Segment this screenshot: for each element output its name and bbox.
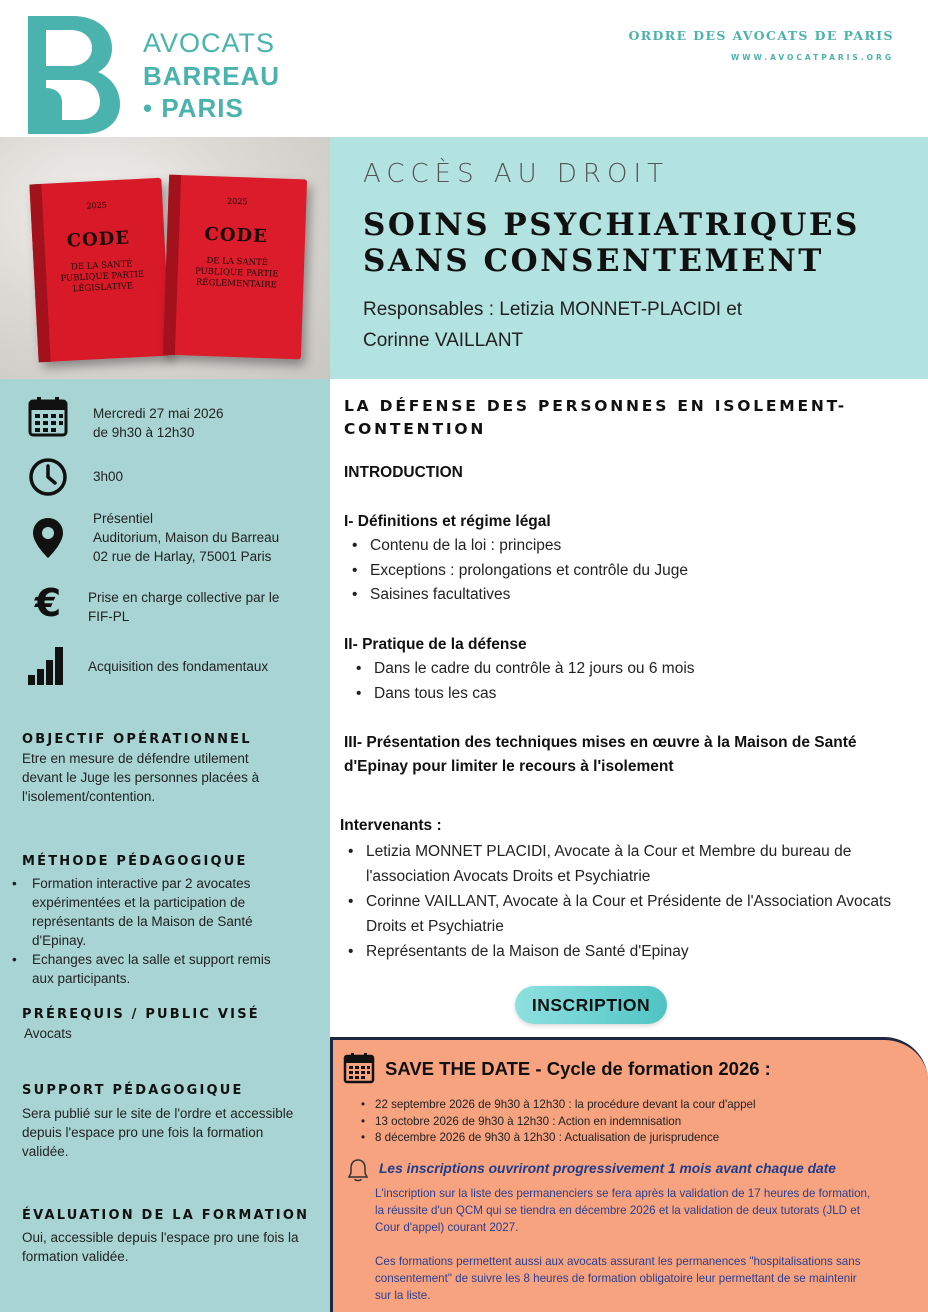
part1-list [370, 534, 688, 608]
intervenant-item: • Représentants de la Maison de Santé d'Epinay [366, 939, 906, 964]
book-right-title: CODE [204, 223, 269, 248]
part3-heading [344, 731, 857, 779]
title-line-1: SOINS PSYCHIATRIQUES [363, 207, 860, 243]
bell-icon [347, 1158, 369, 1182]
responsables-line-1: Responsables : Letizia MONNET-PLACIDI et [363, 299, 743, 320]
support-heading: SUPPORT PÉDAGOGIQUE [22, 1083, 244, 1098]
level: Acquisition des fondamentaux [88, 659, 269, 674]
book-right-subtitle: DE LA SANTÉ PUBLIQUE PARTIE RÉGLEMENTAIRE [194, 256, 279, 291]
intervenant-item: • Letizia MONNET PLACIDI, Avocate à la Cour et Membre du bureau de l'association Avocats Droits et Psychiatrie [366, 839, 906, 889]
list-item: • Saisines facultatives [370, 583, 688, 608]
part2-list [374, 657, 695, 706]
funding-line-1: Prise en charge collective par le [88, 590, 280, 605]
evaluation-heading: ÉVALUATION DE LA FORMATION [22, 1208, 310, 1223]
objectif-heading: OBJECTIF OPÉRATIONNEL [22, 732, 252, 747]
part2-heading: II- Pratique de la défense [344, 636, 527, 653]
title-block [330, 137, 928, 379]
signal-bars-icon [26, 643, 70, 687]
book-left [29, 178, 170, 363]
book-right-year: 2025 [226, 196, 248, 207]
methode-list [32, 874, 292, 988]
calendar-icon [343, 1052, 375, 1084]
location-line-3: 02 rue de Harlay, 75001 Paris [93, 549, 272, 564]
responsables [363, 294, 903, 356]
location-pin-icon [26, 516, 70, 560]
barreau-b-logo-icon [28, 16, 120, 134]
title-line-2: SANS CONSENTEMENT [363, 243, 824, 279]
methode-item: • Echanges avec la salle et support remis aux participants. [32, 950, 292, 988]
save-paragraph-1: L'inscription sur la liste des permanenciers se fera après la validation de 17 heures de formation, la réussite d'un QCM qui se tiendra en décembre 2026 et la validation de deux tutorats (JLD et Cour d'appel) courant 2027. [375, 1187, 871, 1234]
prerequis-text: Avocats [24, 1026, 72, 1041]
org-url[interactable]: WWW.AVOCATPARIS.ORG [731, 53, 894, 62]
duration: 3h00 [93, 469, 124, 484]
support-text: Sera publié sur le site de l'ordre et accessible depuis l'espace pro une fois la formation validée. [22, 1106, 294, 1159]
intervenant-item: • Corinne VAILLANT, Avocate à la Cour et Présidente de l'Association Avocats Droits et Psychiatrie [366, 889, 906, 939]
calendar-icon [26, 395, 70, 439]
section-title: LA DÉFENSE DES PERSONNES EN ISOLEMENT-CONTENTION [344, 397, 847, 438]
save-date-item: • 22 septembre 2026 de 9h30 à 12h30 : la procédure devant la cour d'appel [375, 1097, 756, 1114]
part1-heading: I- Définitions et régime légal [344, 513, 551, 530]
evaluation-text: Oui, accessible depuis l'espace pro une fois la formation validée. [22, 1230, 299, 1264]
list-item: • Exceptions : prolongations et contrôle du Juge [370, 559, 688, 584]
page-title [363, 207, 860, 279]
save-date-item: • 8 décembre 2026 de 9h30 à 12h30 : Actualisation de jurisprudence [375, 1130, 756, 1147]
book-left-year: 2025 [86, 200, 108, 211]
save-dates-list [375, 1097, 756, 1147]
clock-icon [26, 455, 70, 499]
list-item: • Dans tous les cas [374, 682, 695, 707]
funding [88, 588, 318, 626]
methode-item: • Formation interactive par 2 avocates expérimentées et la participation de représentants de la Maison de Santé d'Epinay. [32, 874, 292, 950]
save-paragraph-2: Ces formations permettent aussi aux avocats assurant les permanences "hospitalisations sans consentement" de suivre les 8 heures de formation obligatoire leur permettant de se maintenir sur la liste. [375, 1255, 861, 1302]
books-photo [0, 137, 330, 379]
book-right [163, 175, 307, 360]
book-left-subtitle: DE LA SANTÉ PUBLIQUE PARTIE LÉGISLATIVE [60, 259, 145, 295]
registration-notice: Les inscriptions ouvriront progressivement 1 mois avant chaque date [379, 1161, 836, 1176]
objectif-text: Etre en mesure de défendre utilement devant le Juge les personnes placées à l'isolement/contention. [22, 751, 260, 804]
logo-line-paris: • PARIS [143, 93, 244, 123]
sidebar [0, 379, 330, 1312]
methode-heading: MÉTHODE PÉDAGOGIQUE [22, 854, 248, 869]
intervenants-list [366, 839, 906, 964]
euro-icon: € [34, 581, 62, 625]
header [0, 0, 928, 137]
org-name: ORDRE DES AVOCATS DE PARIS [628, 28, 894, 43]
location-line-2: Auditorium, Maison du Barreau [93, 530, 280, 545]
session-date-line-2: de 9h30 à 12h30 [93, 425, 195, 440]
logo-line-avocats: AVOCATS [143, 28, 276, 58]
logo-line-barreau: BARREAU [143, 61, 280, 91]
location [93, 509, 279, 566]
prerequis-heading: PRÉREQUIS / PUBLIC VISÉ [22, 1007, 260, 1022]
session-date-line-1: Mercredi 27 mai 2026 [93, 406, 224, 421]
list-item: • Contenu de la loi : principes [370, 534, 688, 559]
part3-line-1: III- Présentation des techniques mises en œuvre à la Maison de Santé [344, 734, 857, 751]
session-date [93, 404, 224, 442]
logo-wordmark [143, 28, 280, 123]
part3-line-2: d'Epinay pour limiter le recours à l'isolement [344, 758, 674, 775]
save-the-date-box [330, 1037, 928, 1312]
list-item: • Dans le cadre du contrôle à 12 jours ou 6 mois [374, 657, 695, 682]
category-label: ACCÈS AU DROIT [363, 159, 670, 189]
introduction-heading: INTRODUCTION [344, 464, 463, 481]
location-line-1: Présentiel [93, 511, 154, 526]
save-the-date-title: SAVE THE DATE - Cycle de formation 2026 : [385, 1058, 771, 1079]
intervenants-heading: Intervenants : [340, 817, 442, 834]
responsables-line-2: Corinne VAILLANT [363, 330, 524, 351]
funding-line-2: FIF-PL [88, 609, 130, 624]
inscription-button[interactable]: INSCRIPTION [515, 986, 667, 1024]
book-left-title: CODE [66, 227, 131, 252]
save-date-item: • 13 octobre 2026 de 9h30 à 12h30 : Action en indemnisation [375, 1114, 756, 1131]
